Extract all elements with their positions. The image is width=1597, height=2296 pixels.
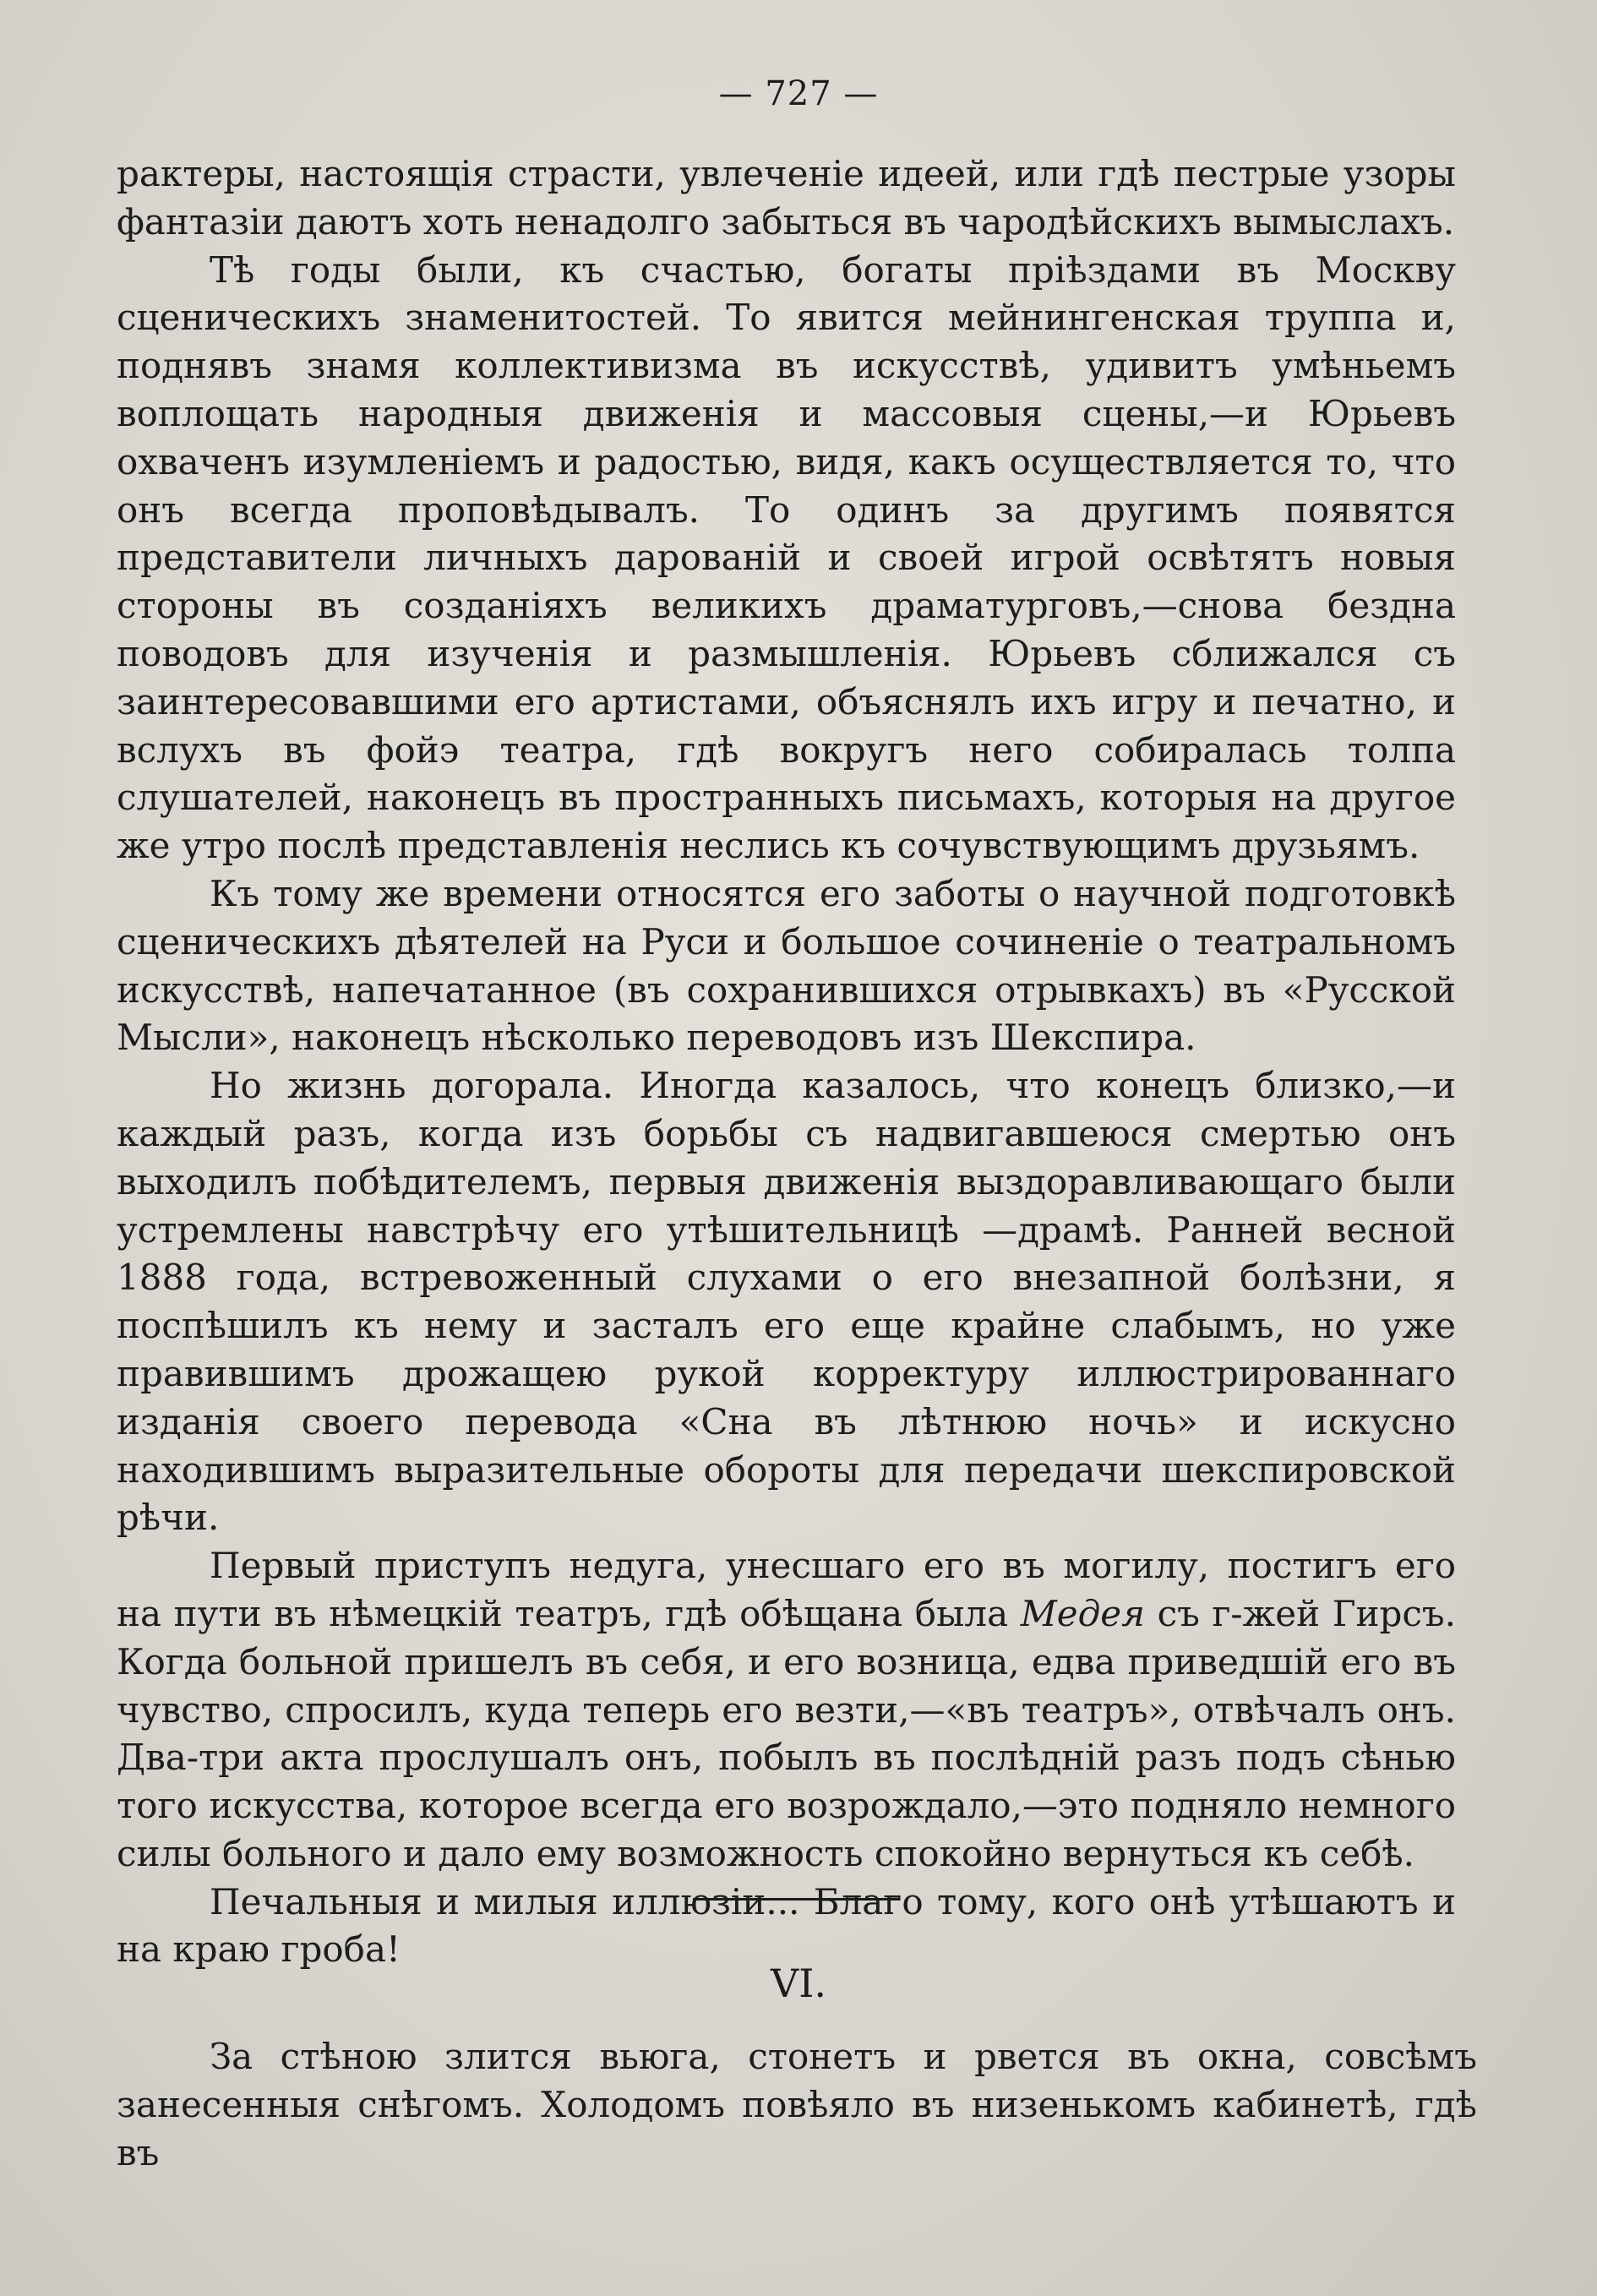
body-text xyxy=(117,150,1456,1974)
page-number: — 727 — xyxy=(718,74,879,113)
paragraph-5: Первый приступъ недуга, унесшаго его въ могилу, постигъ его на пути въ нѣмецкій театръ, гдѣ обѣщана была Медея съ г-жей Гирсъ. Когда больной пришелъ въ себя, и его возница, едва приведшій его въ чувство, спросилъ, куда теперь его везти,—«въ театръ», отвѣчалъ онъ. Два-три акта прослушалъ онъ, побылъ въ послѣдній разъ подъ сѣнью того искусства, которое всегда его возрождало,—это подняло немного силы больного и дало ему возможность спокойно вернуться къ себѣ. xyxy=(117,1545,1456,1874)
italic-title: Медея xyxy=(1020,1592,1145,1634)
section-heading: VI. xyxy=(770,1961,826,2006)
paragraph-3: Къ тому же времени относятся его заботы о научной подготовкѣ сценическихъ дѣятелей на Руси и большое сочиненіе о театральномъ искусствѣ, напечатанное (въ сохранившихся отрывкахъ) въ «Русской Мысли», наконецъ нѣсколько переводовъ изъ Шекспира. xyxy=(117,872,1456,1059)
section-paragraph: За стѣною злится вьюга, стонетъ и рвется въ окна, совсѣмъ занесенныя снѣгомъ. Холодомъ повѣяло въ низенькомъ кабинетѣ, гдѣ въ xyxy=(117,2036,1477,2173)
paragraph-4: Но жизнь догорала. Иногда казалось, что конецъ близко,—и каждый разъ, когда изъ борьбы съ надвигавшеюся смертью онъ выходилъ побѣдителемъ, первыя движенія выздоравливающаго были устремлены навстрѣчу его утѣшительницѣ —драмѣ. Ранней весной 1888 года, встревоженный слухами о его внезапной болѣзни, я поспѣшилъ къ нему и засталъ его еще крайне слабымъ, но уже правившимъ дрожащею рукой корректуру иллюстрированнаго изданія своего перевода «Сна въ лѣтнюю ночь» и искусно находившимъ выразительные обороты для передачи шекспировской рѣчи. xyxy=(117,1065,1457,1539)
paragraph-2: Тѣ годы были, къ счастью, богаты пріѣздами въ Москву сценическихъ знаменитостей. То явится мейнингенская труппа и, поднявъ знамя коллективизма въ искусствѣ, удивитъ умѣньемъ воплощать народныя движенія и массовыя сцены,—и Юрьевъ охваченъ изумленіемъ и радостью, видя, какъ осуществляется то, что онъ всегда проповѣдывалъ. То одинъ за другимъ появятся представители личныхъ дарованій и своей игрой освѣтятъ новыя стороны въ созданіяхъ великихъ драматурговъ,—снова бездна поводовъ для изученія и размышленія. Юрьевъ сближался съ заинтересовавшими его артистами, объяснялъ ихъ игру и печатно, и вслухъ въ фойэ театра, гдѣ вокругъ него собиралась толпа слушателей, наконецъ въ пространныхъ письмахъ, которыя на другое же утро послѣ представленія неслись къ сочувствующимъ друзьямъ. xyxy=(117,248,1457,867)
section-text xyxy=(117,2033,1477,2177)
paragraph-6: Печальныя и милыя иллюзіи... Благо тому, кого онѣ утѣшаютъ и на краю гроба! xyxy=(117,1880,1456,1971)
section-divider xyxy=(693,1898,900,1901)
paragraph-1: рактеры, настоящія страсти, увлеченіе идеей, или гдѣ пестрые узоры фантазіи даютъ хоть ненадолго забыться въ чародѣйскихъ вымыслахъ. xyxy=(117,153,1456,243)
